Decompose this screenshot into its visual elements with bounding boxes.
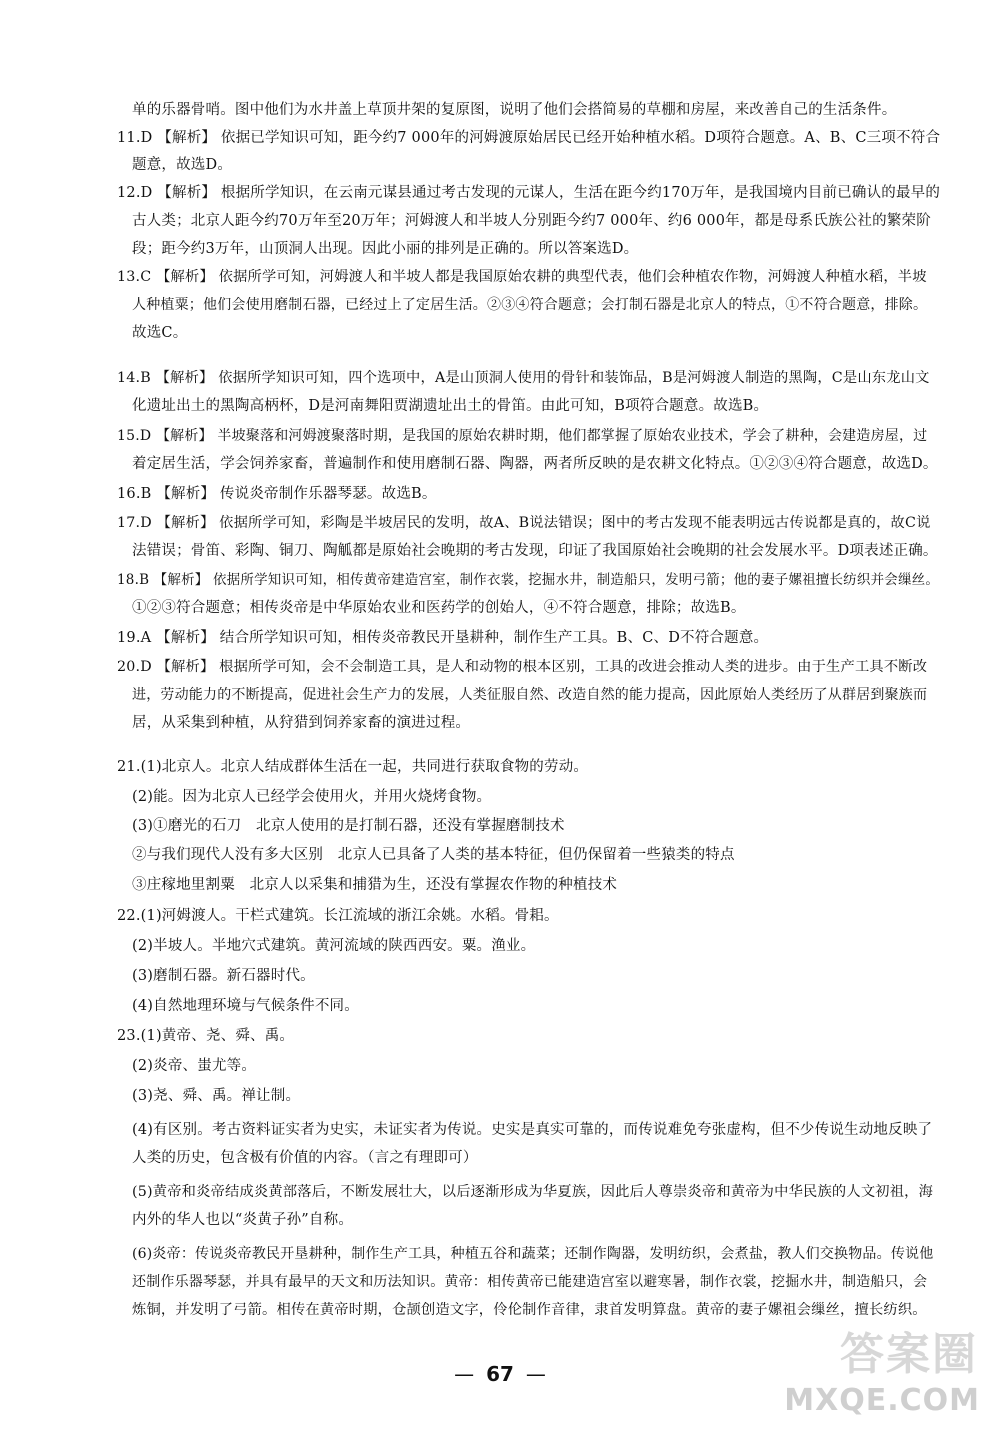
text-line: 居，从采集到种植，从狩猎到饲养家畜的演进过程。 (132, 715, 471, 731)
text-line: 人种植粟；他们会使用磨制石器，已经过上了定居生活。②③④符合题意；会打制石器是北京人的特点，①不符合题意，排除。 (132, 297, 928, 313)
text-line: 21.(1)北京人。北京人结成群体生活在一起，共同进行获取食物的劳动。 (117, 759, 589, 775)
text-line: 题意，故选D。 (132, 157, 233, 173)
text-line: (3)尧、舜、禹。禅让制。 (132, 1088, 301, 1104)
page-number-value: 67 (486, 1362, 514, 1386)
dash-left: — (454, 1362, 475, 1386)
text-line: 14.B 【解析】 依据所学知识可知，四个选项中，A是山顶洞人使用的骨针和装饰品，B是河姆渡人制造的黑陶，C是山东龙山文 (117, 370, 930, 386)
text-line: 人类的历史，包含极有价值的内容。（言之有理即可） (132, 1150, 478, 1166)
text-line: 还制作乐器琴瑟，并具有最早的天文和历法知识。黄帝：相传黄帝已能建造宫室以避寒暑，制作衣裳，挖掘水井，制造船只，会 (132, 1274, 928, 1290)
text-line: ①②③符合题意；相传炎帝是中华原始农业和医药学的创始人，④不符合题意，排除；故选B。 (132, 600, 746, 616)
text-line: 着定居生活，学会饲养家畜，普遍制作和使用磨制石器、陶器，两者所反映的是农耕文化特点。①②③④符合题意，故选D。 (132, 456, 938, 472)
text-line: 20.D 【解析】 根据所学可知，会不会制造工具，是人和动物的根本区别，工具的改进会推动人类的进步。由于生产工具不断改 (117, 659, 928, 675)
text-line: 段；距今约3万年，山顶洞人出现。因此小丽的排列是正确的。所以答案选D。 (132, 241, 639, 257)
text-line: 法错误；骨笛、彩陶、铜刀、陶觚都是原始社会晚期的考古发现，印证了我国原始社会晚期的社会发展水平。D项表述正确。 (132, 543, 938, 559)
text-line: (2)半坡人。半地穴式建筑。黄河流域的陕西西安。粟。渔业。 (132, 938, 536, 954)
text-line: 古人类；北京人距今约70万年至20万年；河姆渡人和半坡人分别距今约7 000年、约6 000年，都是母系氏族公社的繁荣阶 (132, 213, 931, 229)
text-line: (4)自然地理环境与气候条件不同。 (132, 998, 359, 1014)
text-line: ②与我们现代人没有多大区别 北京人已具备了人类的基本特征，但仍保留着一些猿类的特点 (132, 847, 735, 863)
text-line: (5)黄帝和炎帝结成炎黄部落后，不断发展壮大，以后逐渐形成为华夏族，因此后人尊崇炎帝和黄帝为中华民族的人文初祖，海 (132, 1184, 934, 1200)
text-line: (3)①磨光的石刀 北京人使用的是打制石器，还没有掌握磨制技术 (132, 818, 565, 834)
text-line: 17.D 【解析】 依据所学可知，彩陶是半坡居民的发明，故A、B说法错误；图中的考古发现不能表明远古传说都是真的，故C说 (117, 515, 931, 531)
text-line: 12.D 【解析】 根据所学知识，在云南元谋县通过考古发现的元谋人，生活在距今约170万年，是我国境内目前已确认的最早的 (117, 185, 941, 201)
text-line: 故选C。 (132, 325, 188, 341)
text-line: ③庄稼地里割粟 北京人以采集和捕猎为生，还没有掌握农作物的种植技术 (132, 877, 618, 893)
watermark-logo (784, 1329, 986, 1420)
text-line: 炼铜，并发明了弓箭。相传在黄帝时期，仓颉创造文字，伶伦制作音律，隶首发明算盘。黄帝的妻子嫘祖会缫丝，擅长纺织。 (132, 1302, 927, 1318)
text-line: 内外的华人也以“炎黄子孙”自称。 (132, 1212, 354, 1228)
text-line: 单的乐器骨哨。图中他们为水井盖上草顶井架的复原图，说明了他们会搭简易的草棚和房屋，来改善自己的生活条件。 (132, 102, 897, 118)
text-line: (2)炎帝、蚩尤等。 (132, 1058, 257, 1074)
text-line: 22.(1)河姆渡人。干栏式建筑。长江流域的浙江余姚。水稻。骨耜。 (117, 908, 559, 924)
text-line: 23.(1)黄帝、尧、舜、禹。 (117, 1028, 295, 1044)
text-line: 化遗址出土的黑陶高柄杯，D是河南舞阳贾湖遗址出土的骨笛。由此可知，B项符合题意。故选B。 (132, 398, 769, 414)
text-line: (2)能。因为北京人已经学会使用火，并用火烧烤食物。 (132, 789, 492, 805)
watermark-chars: 答案圈 (840, 1329, 978, 1380)
text-line: 11.D 【解析】 依据已学知识可知，距今约7 000年的河姆渡原始居民已经开始种植水稻。D项符合题意。A、B、C三项不符合 (117, 130, 941, 146)
text-line: (3)磨制石器。新石器时代。 (132, 968, 315, 984)
text-line: (4)有区别。考古资料证实者为史实，未证实者为传说。史实是真实可靠的，而传说难免夸张虚构，但不少传说生动地反映了 (132, 1122, 933, 1138)
text-line: 16.B 【解析】 传说炎帝制作乐器琴瑟。故选B。 (117, 486, 437, 502)
text-line: 进，劳动能力的不断提高，促进社会生产力的发展，人类征服自然、改造自然的能力提高，因此原始人类经历了从群居到聚族而 (132, 687, 928, 703)
text-line: 19.A 【解析】 结合所学知识可知，相传炎帝教民开垦耕种，制作生产工具。B、C、D不符合题意。 (117, 630, 769, 646)
text-line: 15.D 【解析】 半坡聚落和河姆渡聚落时期，是我国的原始农耕时期，他们都掌握了原始农业技术，学会了耕种，会建造房屋，过 (117, 428, 928, 444)
watermark-site: MXQE.COM (784, 1383, 980, 1418)
text-line: 18.B 【解析】 依据所学知识可知，相传黄帝建造宫室，制作衣裳，挖掘水井，制造船只，发明弓箭；他的妻子嫘祖擅长纺织并会缫丝。 (117, 572, 940, 588)
dash-right: — (525, 1362, 546, 1386)
text-line: (6)炎帝：传说炎帝教民开垦耕种，制作生产工具，种植五谷和蔬菜；还制作陶器，发明纺织，会煮盐，教人们交换物品。传说他 (132, 1246, 934, 1262)
text-line: 13.C 【解析】 依据所学可知，河姆渡人和半坡人都是我国原始农耕的典型代表，他们会种植农作物，河姆渡人种植水稻，半坡 (117, 269, 927, 285)
